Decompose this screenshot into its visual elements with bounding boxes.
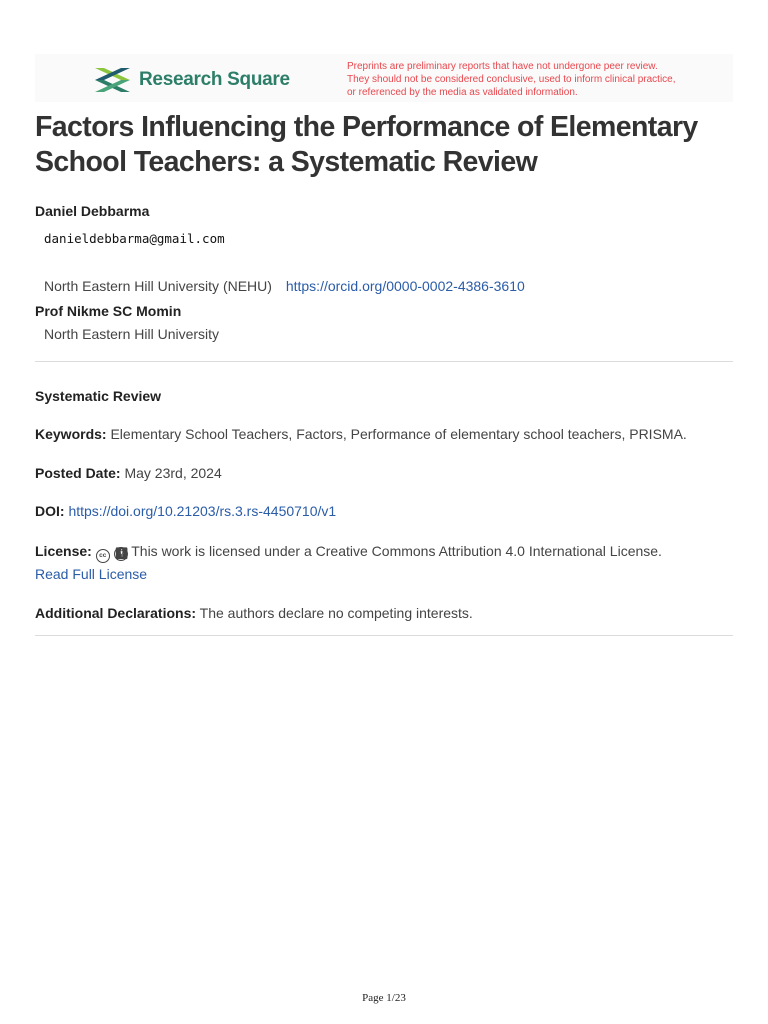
research-square-logo[interactable]	[94, 64, 290, 96]
attribution-icon: 🚹︎	[114, 548, 129, 560]
posted-date-value: May 23rd, 2024	[124, 465, 222, 481]
disclaimer-line: Preprints are preliminary reports that have not undergone peer review.	[347, 61, 658, 72]
article-type-label: Systematic Review	[35, 388, 162, 404]
posted-date-label: Posted Date:	[35, 465, 121, 481]
license-label: License:	[35, 543, 92, 559]
divider	[35, 635, 733, 636]
page-number: Page 1/23	[362, 992, 406, 1004]
license-text: This work is licensed under a Creative Commons Attribution 4.0 International License.	[131, 543, 662, 559]
declarations-label: Additional Declarations:	[35, 605, 197, 621]
author-affiliation: North Eastern Hill University	[44, 326, 220, 342]
doi-row	[35, 500, 735, 522]
declarations-value: The authors declare no competing interests.	[199, 605, 473, 621]
article-type	[35, 385, 735, 407]
author-affiliation: North Eastern Hill University (NEHU)	[44, 278, 272, 294]
doi-link[interactable]: https://doi.org/10.21203/rs.3.rs-4450710/v1	[68, 503, 337, 519]
divider	[35, 361, 733, 362]
license-row	[35, 540, 735, 585]
keywords-row	[35, 423, 735, 445]
keywords-value: Elementary School Teachers, Factors, Performance of elementary school teachers, PRISMA.	[110, 426, 687, 442]
preprint-disclaimer	[347, 60, 727, 99]
keywords-label: Keywords:	[35, 426, 107, 442]
paper-title: Factors Influencing the Performance of Elementary School Teachers: a Systematic Review	[35, 111, 698, 178]
read-full-license-link[interactable]: Read Full License	[35, 566, 148, 582]
research-square-logo-icon	[94, 65, 131, 95]
creative-commons-icon: cc	[96, 549, 110, 563]
posted-date-row	[35, 462, 735, 484]
orcid-link[interactable]: https://orcid.org/0000-0002-4386-3610	[285, 278, 525, 294]
author-name: Daniel Debbarma	[35, 203, 150, 219]
author-name: Prof Nikme SC Momin	[35, 303, 182, 319]
declarations-row	[35, 602, 735, 624]
disclaimer-line: or referenced by the media as validated information.	[347, 87, 578, 98]
disclaimer-line: They should not be considered conclusive, used to inform clinical practice,	[347, 74, 676, 85]
author-email[interactable]: danieldebbarma@gmail.com	[44, 231, 225, 246]
doi-label: DOI:	[35, 503, 65, 519]
logo-text: Research Square	[139, 69, 290, 90]
author-affiliation-row	[44, 278, 525, 294]
